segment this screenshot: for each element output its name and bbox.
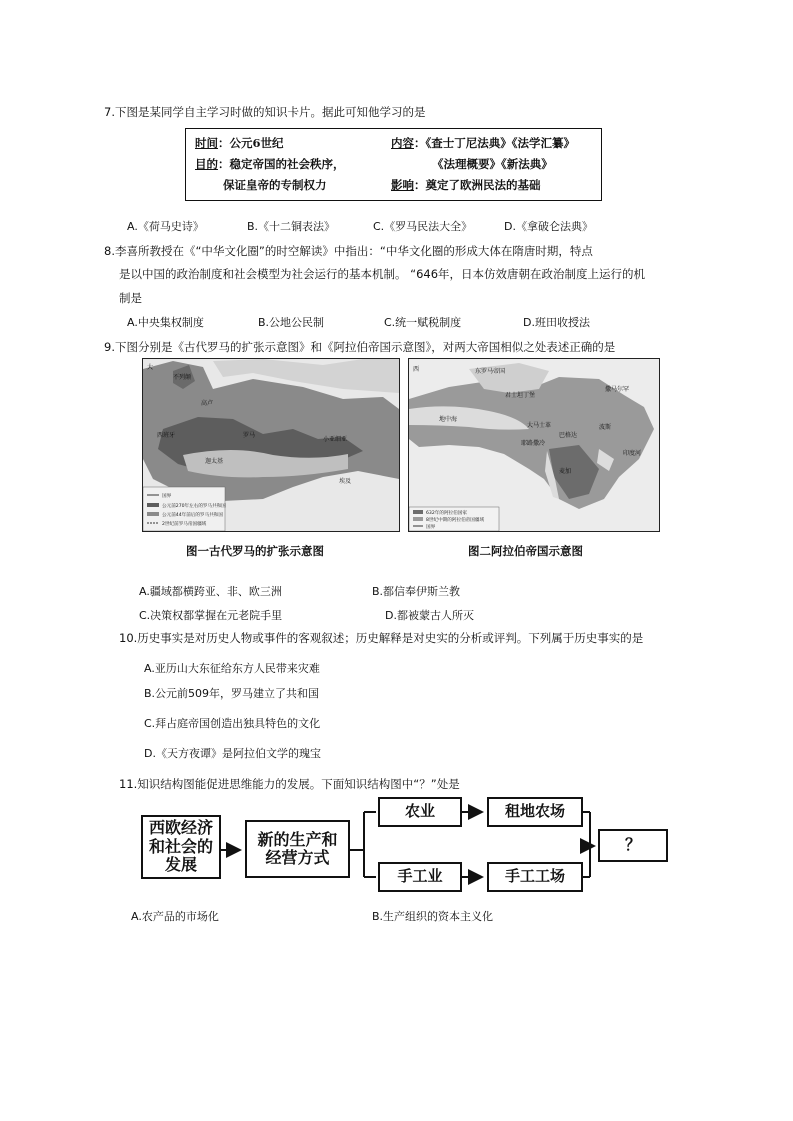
q8-option-c[interactable]: C.统一赋税制度 <box>384 316 462 329</box>
q8-option-b[interactable]: B.公地公民制 <box>258 316 325 329</box>
q11-stem: 11.知识结构图能促进思维能力的发展。下面知识结构图中“？”处是 <box>119 777 460 791</box>
q10-option-a[interactable]: A.亚历山大东征给东方人民带来灾难 <box>144 662 320 675</box>
map1-label-rome: 罗马 <box>243 432 256 439</box>
q10-option-c[interactable]: C.拜占庭帝国创造出独具特色的文化 <box>144 717 321 730</box>
q7-option-d[interactable]: D.《拿破仑法典》 <box>504 220 593 233</box>
map2-label-jerusalem: 耶路撒冷 <box>521 440 546 447</box>
map2-legend-1: 8世纪中期的阿拉伯帝国疆域 <box>426 518 485 523</box>
q9-option-d[interactable]: D.都被蒙古人所灭 <box>385 609 474 622</box>
map2-label-constantinople: 君士坦丁堡 <box>505 392 536 399</box>
map1-legend-0: 国界 <box>162 494 172 499</box>
card-time-label: 时间 <box>195 136 218 150</box>
map1-legend-1: 公元前270年左右的罗马共和国 <box>162 504 226 509</box>
map2-label-samarkand: 撒马尔罕 <box>605 386 630 393</box>
card-influence-value: ：奠定了欧洲民法的基础 <box>414 178 541 192</box>
map2-label-baghdad: 巴格达 <box>559 432 578 439</box>
card-content-value-2: 《法理概要》《新法典》 <box>432 157 553 171</box>
q7-stem: 7.下图是某同学自主学习时做的知识卡片。据此可知他学习的是 <box>104 105 426 119</box>
box-handicraft: 手工业 <box>378 862 462 892</box>
box-handicraft-workshop: 手工工场 <box>487 862 583 892</box>
q9-option-a[interactable]: A.疆域都横跨亚、非、欧三洲 <box>139 585 282 598</box>
card-time-value: ：公元6世纪 <box>218 136 284 150</box>
map1-label-spain: 西班牙 <box>157 432 176 439</box>
arab-empire-map <box>408 358 660 532</box>
map2-label-byzantine: 东罗马帝国 <box>475 368 506 375</box>
map1-label-carthage: 迦太基 <box>205 458 224 465</box>
card-purpose-value-2: 保证皇帝的专制权力 <box>223 178 327 192</box>
q9-option-b[interactable]: B.都信奉伊斯兰教 <box>372 585 461 598</box>
map1-label-asia-minor: 小亚细亚 <box>323 436 348 443</box>
map1-caption: 图一古代罗马的扩张示意图 <box>186 544 324 558</box>
card-content-value: ：《查士丁尼法典》《法学汇纂》 <box>414 136 575 150</box>
q7-option-a[interactable]: A.《荷马史诗》 <box>127 220 204 233</box>
map1-label-egypt: 埃及 <box>339 478 352 485</box>
map2-label-west: 西 <box>413 366 420 373</box>
map2-label-mediterranean: 地中海 <box>439 416 458 423</box>
q9-option-c[interactable]: C.决策权都掌握在元老院手里 <box>139 609 283 622</box>
map1-label-britain: 不列颠 <box>173 374 192 381</box>
map2-legend-0: 632年的阿拉伯国家 <box>426 511 467 516</box>
map1-legend-2: 公元前44年前后的罗马共和国 <box>162 513 223 518</box>
knowledge-card <box>185 128 602 201</box>
map2-label-damascus: 大马士革 <box>527 422 552 429</box>
card-purpose-value: ：稳定帝国的社会秩序， <box>218 157 345 171</box>
map1-label-ocean: 大 <box>147 364 154 371</box>
box-leased-farm: 租地农场 <box>487 797 583 827</box>
card-content-label: 内容 <box>391 136 414 150</box>
q10-option-b[interactable]: B.公元前509年，罗马建立了共和国 <box>144 687 320 700</box>
q8-stem-line-1: 8.李喜所教授在《“中华文化圈”的时空解读》中指出：“中华文化圈的形成大体在隋唐时期，特点 <box>104 244 593 258</box>
box-new-production-methods: 新的生产和经营方式 <box>245 820 350 878</box>
box-agriculture: 农业 <box>378 797 462 827</box>
map2-label-mecca: 麦加 <box>559 468 572 475</box>
map2-label-persia: 波斯 <box>599 424 612 431</box>
q8-stem-line-3: 制是 <box>119 291 142 305</box>
q7-option-b[interactable]: B.《十二铜表法》 <box>247 220 336 233</box>
map1-legend-3: 2世纪前罗马帝国疆域 <box>162 522 207 527</box>
map1-label-gaul: 高卢 <box>201 400 214 407</box>
card-influence-label: 影响 <box>391 178 414 192</box>
q10-option-d[interactable]: D.《天方夜谭》是阿拉伯文学的瑰宝 <box>144 747 321 760</box>
q8-option-d[interactable]: D.班田收授法 <box>523 316 590 329</box>
card-purpose-label: 目的 <box>195 157 218 171</box>
q10-stem: 10.历史事实是对历史人物或事件的客观叙述；历史解释是对史实的分析或评判。下列属于历史事实的是 <box>119 631 644 645</box>
map2-legend-2: 国界 <box>426 525 436 530</box>
map2-caption: 图二阿拉伯帝国示意图 <box>468 544 583 558</box>
q8-stem-line-2: 是以中国的政治制度和社会模型为社会运行的基本机制。 “646年，日本仿效唐朝在政治制度上运行的机 <box>119 267 646 281</box>
q11-option-a[interactable]: A.农产品的市场化 <box>131 910 219 923</box>
roman-expansion-map <box>142 358 400 532</box>
q9-stem: 9.下图分别是《古代罗马的扩张示意图》和《阿拉伯帝国示意图》，对两大帝国相似之处表述正确的是 <box>104 340 616 354</box>
q11-option-b[interactable]: B.生产组织的资本主义化 <box>372 910 494 923</box>
q8-option-a[interactable]: A.中央集权制度 <box>127 316 204 329</box>
box-western-europe-development: 西欧经济和社会的发展 <box>141 815 221 879</box>
map2-label-indus: 印度河 <box>623 450 642 457</box>
q7-option-c[interactable]: C.《罗马民法大全》 <box>373 220 473 233</box>
box-question-mark: ？ <box>598 829 668 862</box>
